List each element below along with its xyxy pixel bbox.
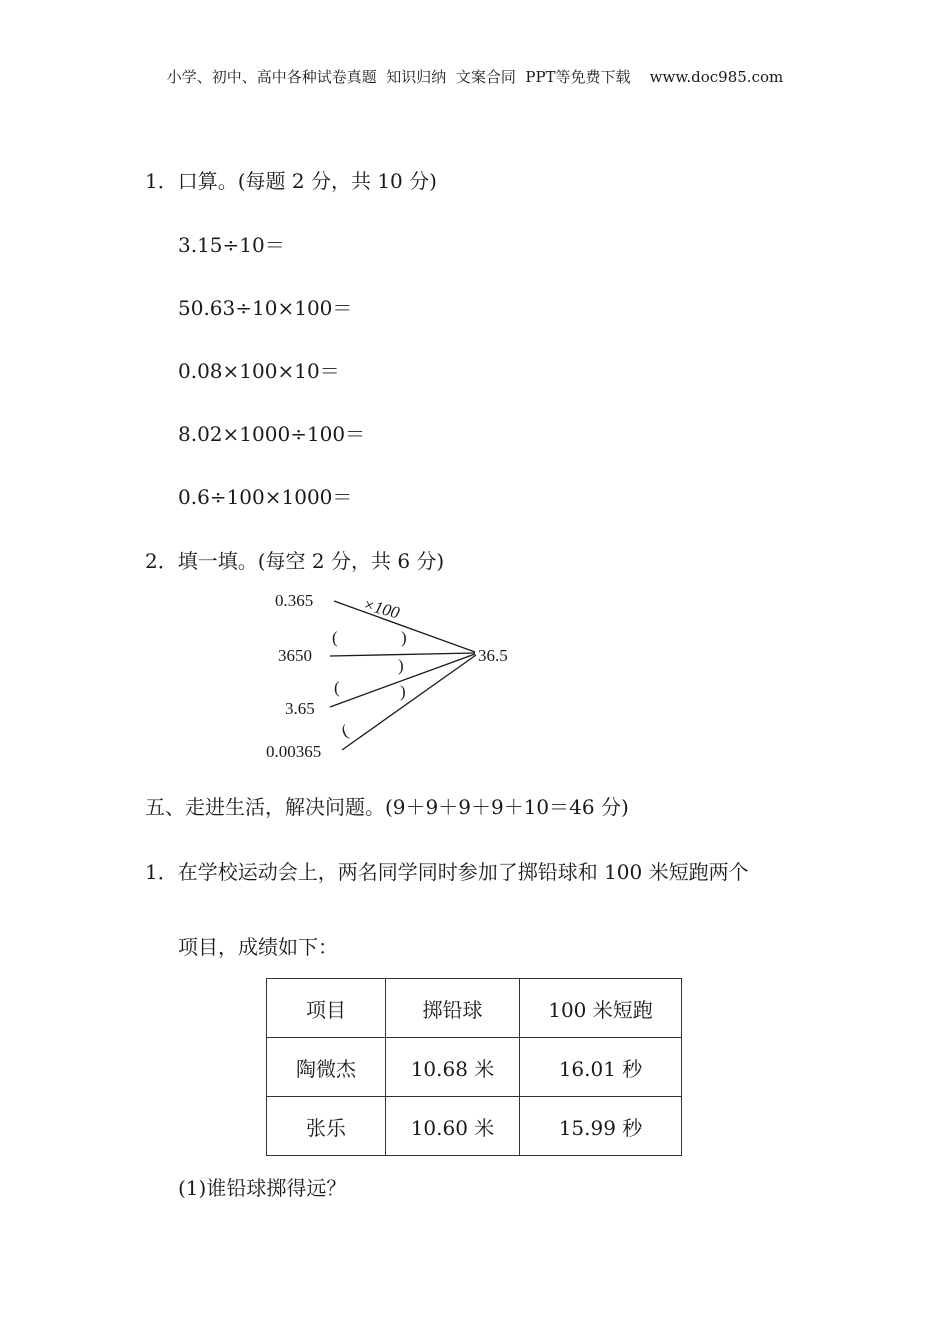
q1-item-5: 0.6÷100×1000＝ [178, 485, 353, 509]
sub-question-1: (1)谁铅球掷得远？ [178, 1176, 347, 1200]
page-header [0, 66, 950, 87]
header-banner: 小学、初中、高中各种试卷真题 知识归纳 文案合同 PPT等免费下载 [166, 68, 631, 86]
number-365: 3.65 [285, 699, 315, 718]
q2-title: 2．填一填。(每空 2 分，共 6 分) [145, 549, 445, 573]
table-header-row [267, 979, 682, 1038]
table-header-cell: 100 米短跑 [520, 979, 682, 1038]
blank-3-right[interactable]: ( [338, 720, 351, 741]
given-operation: ×100 [360, 594, 402, 623]
q1-item-4: 8.02×1000÷100＝ [178, 422, 366, 446]
table-header-cell: 掷铅球 [386, 979, 520, 1038]
table-cell: 张乐 [267, 1097, 386, 1156]
header-website: www.doc985.com [649, 68, 784, 86]
number-000365: 0.00365 [266, 742, 322, 761]
q1-title: 1．口算。(每题 2 分，共 10 分) [145, 169, 437, 193]
section5-q1-line2: 项目，成绩如下： [178, 935, 338, 959]
table-cell: 10.60 米 [386, 1097, 520, 1156]
blank-2-left[interactable]: ) [398, 656, 404, 675]
scores-table [266, 978, 682, 1156]
section5-title: 五、走进生活，解决问题。(9＋9＋9＋9＋10＝46 分) [145, 795, 629, 819]
table-cell: 10.68 米 [386, 1038, 520, 1097]
q1-item-1: 3.15÷10＝ [178, 233, 285, 257]
line-d [342, 655, 476, 750]
q1-item-3: 0.08×100×10＝ [178, 359, 340, 383]
q1-item-2: 50.63÷10×100＝ [178, 296, 353, 320]
table-cell: 16.01 秒 [520, 1038, 682, 1097]
table-header-cell: 项目 [267, 979, 386, 1038]
conversion-diagram [250, 585, 540, 765]
blank-1-left[interactable]: ( [332, 628, 338, 647]
table-cell: 陶微杰 [267, 1038, 386, 1097]
table-cell: 15.99 秒 [520, 1097, 682, 1156]
number-center: 36.5 [478, 646, 508, 665]
blank-2-right[interactable]: ( [334, 678, 340, 697]
blank-3-left[interactable]: ) [400, 682, 406, 701]
table-row [267, 1097, 682, 1156]
number-3650: 3650 [278, 646, 312, 665]
blank-1-right[interactable]: ) [401, 628, 407, 647]
section5-q1-line1: 1．在学校运动会上，两名同学同时参加了掷铅球和 100 米短跑两个 [145, 860, 749, 884]
table-row [267, 1038, 682, 1097]
number-0365: 0.365 [275, 591, 314, 610]
